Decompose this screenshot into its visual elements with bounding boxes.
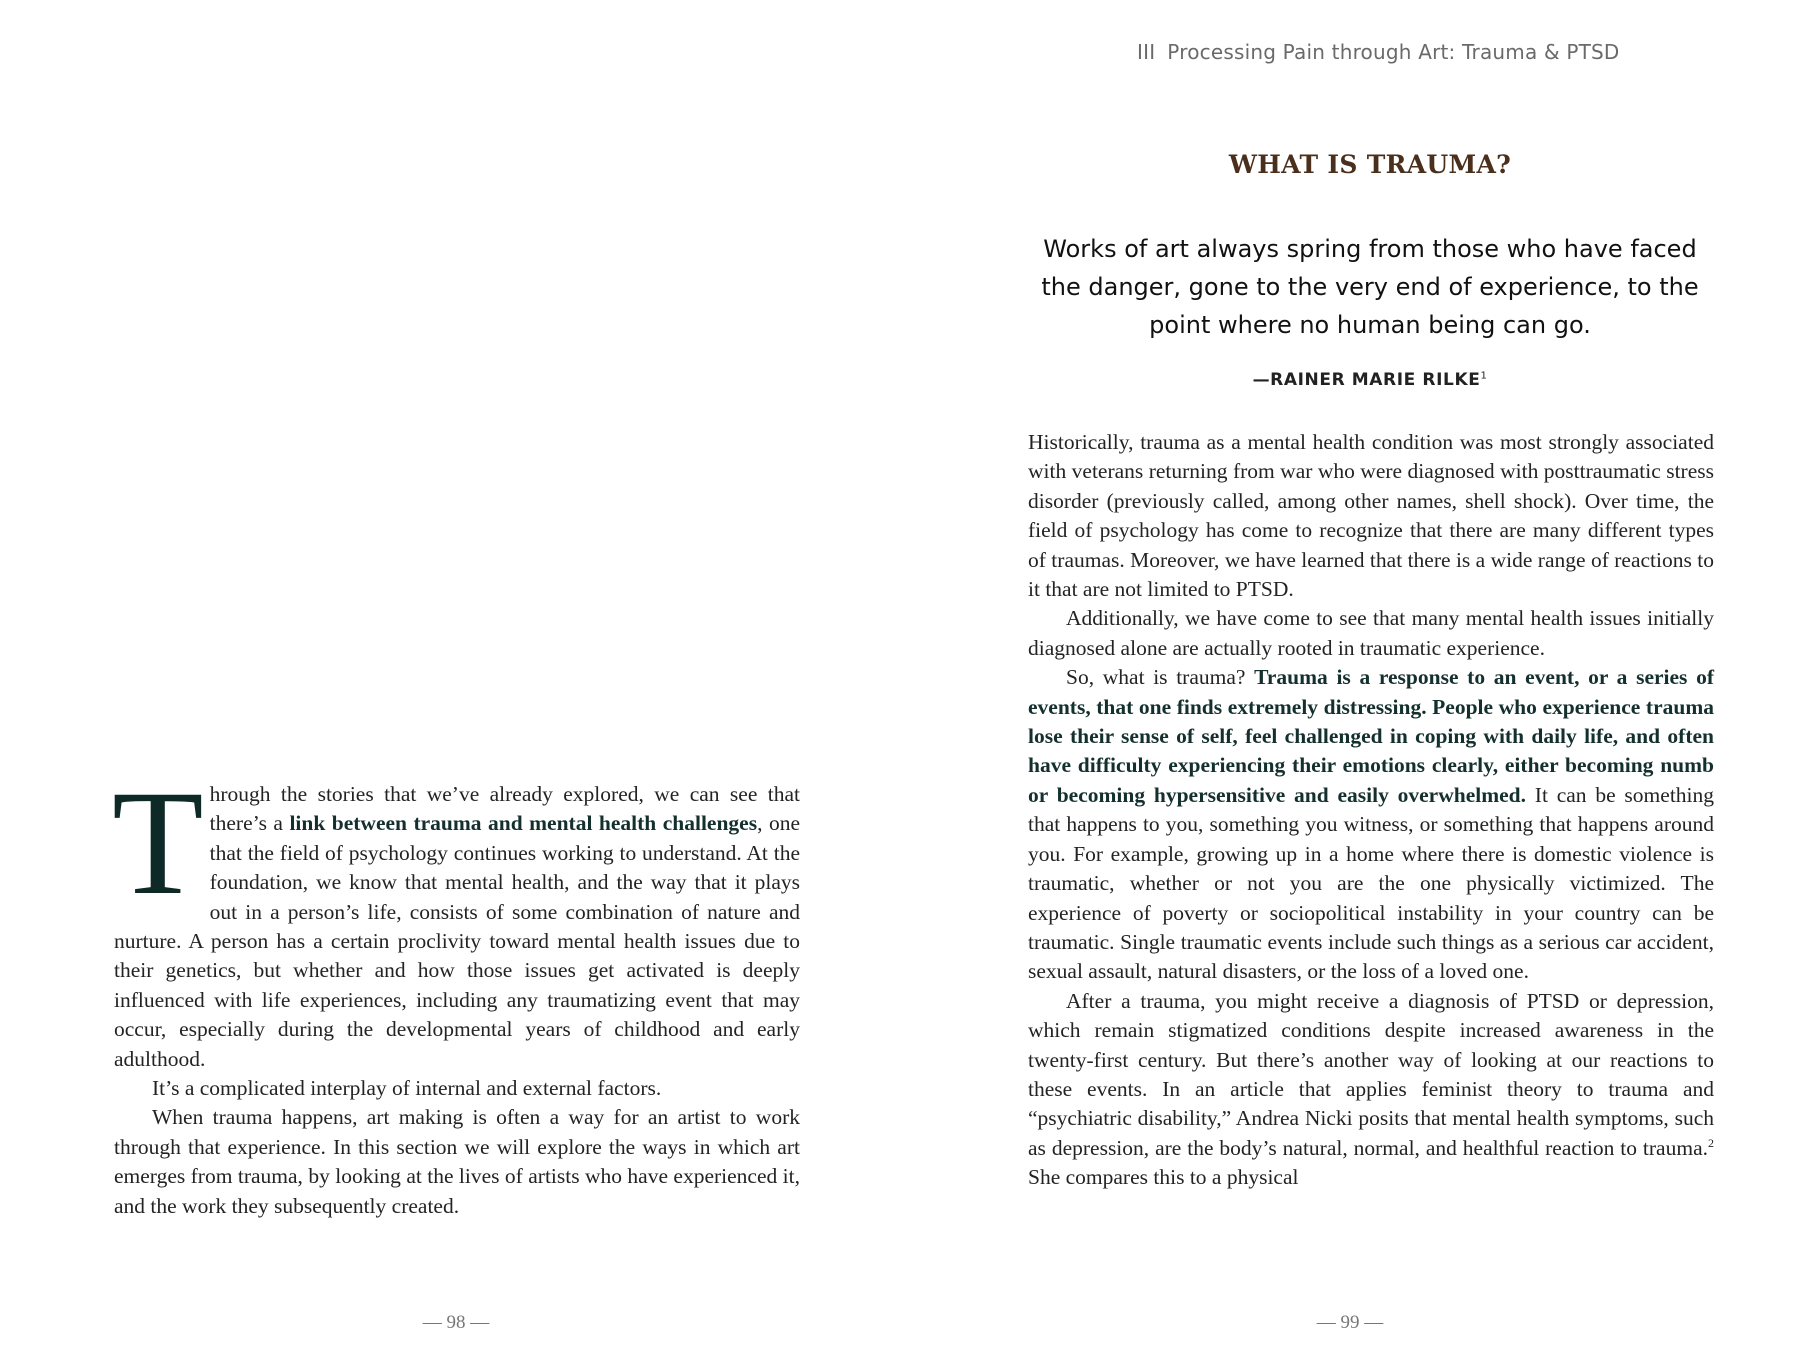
left-paragraph-3: When trauma happens, art making is often a way for an artist to work through that experience. In this section we will explore the ways in which art emerges from trauma, by looking at the lives of artists who have experienced it, and the work they subsequently created. [114,1105,800,1218]
right-page-body [1028,428,1714,1193]
right-p3-rest: It can be something that happens to you, something you witness, or something that happens around you. For example, growing up in a home where there is domestic violence is traumatic, whether or not you are the one physically victimized. The experience of poverty or sociopolitical instability in your country can be traumatic. Single traumatic events include such things as a serious car accident, sexual assault, natural disasters, or the loss of a loved one. [1028,782,1715,984]
right-p3-bold: Trauma is a response to an event, or a series of events, that one finds extremely distressing. People who experience trauma lose their sense of self, feel challenged in coping with daily life, and often have difficulty experiencing their emotions clearly, either becoming numb or becoming hypersensitive and easily overwhelmed. [1028,665,1715,807]
chapter-title: WHAT IS TRAUMA? [1228,150,1512,179]
footnote-marker-2: 2 [1708,1135,1714,1150]
right-folio: — 99 — [1316,1312,1384,1333]
right-paragraph-4 [1028,987,1714,1193]
right-paragraph-2: Additionally, we have come to see that many mental health issues initially diagnosed alone are actually rooted in traumatic experience. [1028,606,1714,660]
footnote-marker-1: 1 [1480,370,1488,382]
left-page-body [112,760,800,1221]
dropcap: T [112,760,204,926]
left-paragraph-1 [112,760,800,1074]
right-paragraph-3 [1028,663,1714,986]
right-p3-start: So, what is trauma? [1066,665,1255,690]
left-p1-rest: , one that the field of psychology continues working to understand. At the foundation, we know that mental health, and the way that it plays out in a person’s life, consists of some combination of nature and nurture. A person has a certain proclivity toward mental health issues due to their genetics, but whether and how those issues get activated is deeply influenced with life experiences, including any traumatizing event that may occur, especially during the developmental years of childhood and early adulthood. [114,811,800,1071]
right-paragraph-1: Historically, trauma as a mental health condition was most strongly associated with veterans returning from war who were diagnosed with posttraumatic stress disorder (previously called, among other names, shell shock). Over time, the field of psychology has come to recognize that there are many different types of traumas. Moreover, we have learned that there is a wide range of reactions to it that are not limited to PTSD. [1028,430,1714,602]
right-page [900,0,1800,1350]
left-p1-start: hrough the stories that we’ve already explored, we can see that there’s a [209,782,800,836]
right-p4-start: After a trauma, you might receive a diagnosis of PTSD or depression, which remain stigmatized conditions despite increased awareness in the twenty-first century. But there’s another way of looking at our reactions to these events. In an article that applies feminist theory to trauma and “psychiatric disability,” Andrea Nicki posits that mental health symptoms, such as depression, are the body’s natural, normal, and healthful reaction to trauma. [1028,988,1714,1160]
attribution-name: —RAINER MARIE RILKE [1252,370,1481,390]
running-head-part-number: III [1137,40,1156,64]
epigraph-attribution [1028,370,1712,390]
left-paragraph-2: It’s a complicated interplay of internal and external factors. [152,1076,662,1101]
right-p4-rest: She compares this to a physical [1028,1165,1299,1190]
left-folio: — 98 — [422,1312,490,1333]
left-p1-bold: link between trauma and mental health challenges [289,811,758,836]
running-head-title: Processing Pain through Art: Trauma & PTSD [1167,40,1620,64]
epigraph-quote: Works of art always spring from those who have faced the danger, gone to the very end of experience, to the point where no human being can go. [1041,235,1699,339]
running-head [1137,40,1787,64]
